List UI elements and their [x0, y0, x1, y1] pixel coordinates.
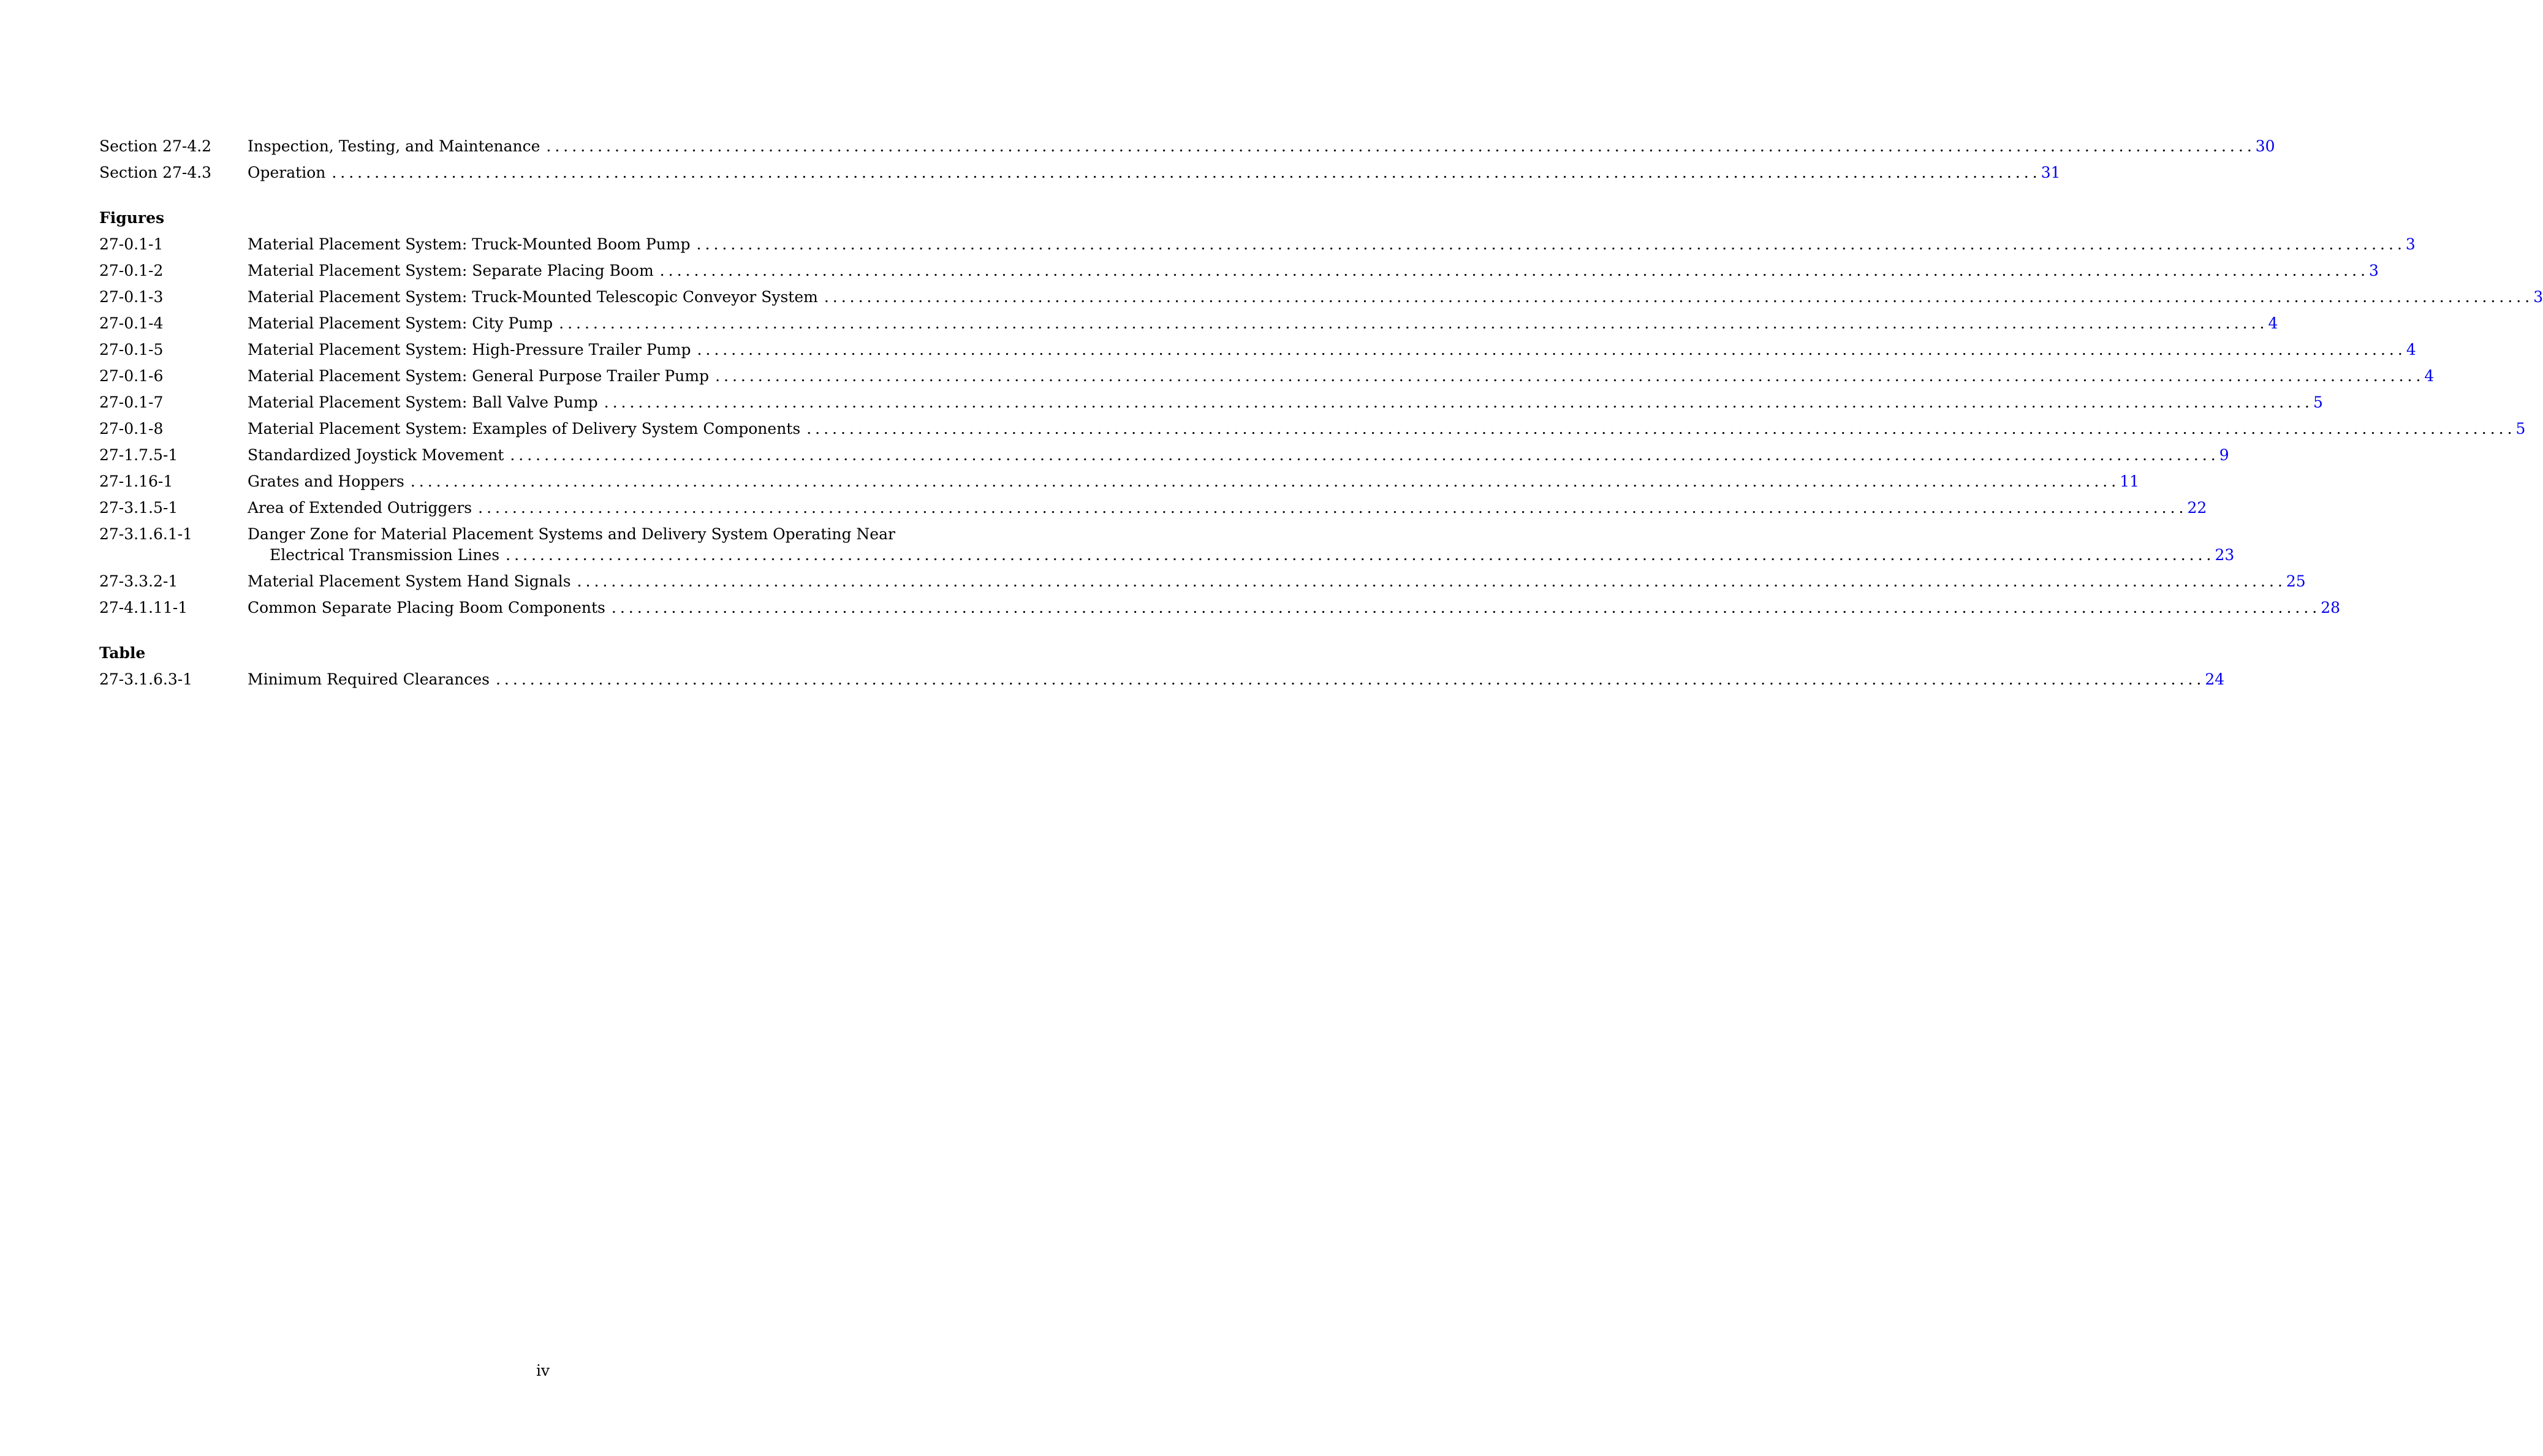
page-link[interactable]: 3 — [2405, 235, 2416, 253]
entry-number: 27-4.1.11-1 — [99, 599, 188, 616]
dot-leader: ........................................................................................................................................................................................................ — [577, 572, 2286, 590]
entry-title: Material Placement System: High-Pressure Trailer Pump — [248, 341, 691, 358]
entry-title: Material Placement System Hand Signals — [248, 572, 571, 590]
entry-title: Inspection, Testing, and Maintenance — [248, 137, 540, 155]
table-of-contents — [99, 136, 2543, 696]
dot-leader: ........................................................................................................................................................................................................ — [604, 393, 2313, 411]
dot-leader: ........................................................................................................................................................................................................ — [806, 420, 2516, 438]
dot-leader: ........................................................................................................................................................................................................ — [611, 599, 2321, 616]
entry-number: 27-3.3.2-1 — [99, 572, 178, 590]
entry-title: Material Placement System: Truck-Mounted Boom Pump — [248, 235, 691, 253]
entry-title-line2: Electrical Transmission Lines — [270, 546, 500, 564]
toc-entry-section[interactable] — [99, 136, 2275, 157]
dot-leader: ........................................................................................................................................................................................................ — [715, 367, 2425, 385]
entry-number: 27-0.1-6 — [99, 367, 164, 385]
entry-title: Material Placement System: City Pump — [248, 314, 553, 332]
toc-entry-figure[interactable] — [99, 471, 2140, 492]
page-link[interactable]: 22 — [2187, 499, 2207, 517]
toc-entry-figure[interactable] — [99, 287, 2543, 308]
page-number: iv — [536, 1362, 550, 1379]
toc-entry-figure[interactable] — [99, 445, 2229, 466]
page-link[interactable]: 11 — [2120, 472, 2140, 490]
toc-entry-figure[interactable] — [99, 498, 2207, 518]
dot-leader: ........................................................................................................................................................................................................ — [824, 288, 2534, 306]
entry-title: Area of Extended Outriggers — [248, 499, 472, 517]
entry-number: 27-0.1-4 — [99, 314, 164, 332]
page-link[interactable]: 4 — [2424, 367, 2435, 385]
entry-number: Section 27-4.2 — [99, 137, 212, 155]
toc-entry-figure[interactable] — [99, 597, 2341, 618]
toc-entry-figure[interactable] — [99, 366, 2435, 387]
toc-entry-section[interactable] — [99, 162, 2061, 183]
dot-leader: ........................................................................................................................................................................................................ — [559, 314, 2268, 332]
page-link[interactable]: 31 — [2041, 164, 2061, 181]
entry-number: 27-0.1-2 — [99, 262, 164, 279]
page-link[interactable]: 28 — [2321, 599, 2341, 616]
page-link[interactable]: 4 — [2268, 314, 2278, 332]
entry-number: 27-0.1-3 — [99, 288, 164, 306]
page-link[interactable]: 4 — [2406, 341, 2416, 358]
page-link[interactable]: 24 — [2205, 670, 2225, 688]
dot-leader: ........................................................................................................................................................................................................ — [332, 164, 2041, 181]
toc-entry-figure[interactable] — [99, 419, 2526, 439]
entry-number: Section 27-4.3 — [99, 164, 212, 181]
toc-entry-figure[interactable] — [99, 524, 2235, 566]
entry-number: 27-3.1.5-1 — [99, 499, 178, 517]
entry-number: 27-3.1.6.3-1 — [99, 670, 193, 688]
toc-entry-figure[interactable] — [99, 392, 2323, 413]
toc-entry-table[interactable] — [99, 669, 2225, 690]
page-link[interactable]: 3 — [2369, 262, 2379, 279]
table-heading: Table — [99, 644, 146, 662]
dot-leader: ........................................................................................................................................................................................................ — [546, 137, 2256, 155]
entry-title: Grates and Hoppers — [248, 472, 404, 490]
page-link[interactable]: 25 — [2286, 572, 2306, 590]
figures-heading: Figures — [99, 209, 165, 227]
toc-entry-figure[interactable] — [99, 313, 2278, 334]
dot-leader: ........................................................................................................................................................................................................ — [697, 341, 2406, 358]
page-link[interactable]: 9 — [2219, 446, 2229, 464]
entry-title: Common Separate Placing Boom Components — [248, 599, 605, 616]
toc-entry-figure[interactable] — [99, 571, 2306, 592]
dot-leader: ........................................................................................................................................................................................................ — [478, 499, 2188, 517]
entry-number: 27-0.1-1 — [99, 235, 164, 253]
entry-title: Material Placement System: Ball Valve Pump — [248, 393, 598, 411]
entry-title: Material Placement System: Examples of Delivery System Components — [248, 420, 801, 438]
entry-number: 27-3.1.6.1-1 — [99, 525, 193, 543]
page-link[interactable]: 5 — [2515, 420, 2526, 438]
page-link[interactable]: 5 — [2313, 393, 2323, 411]
entry-title: Material Placement System: General Purpose Trailer Pump — [248, 367, 710, 385]
entry-number: 27-1.7.5-1 — [99, 446, 178, 464]
page-link[interactable]: 3 — [2533, 288, 2543, 306]
entry-number: 27-0.1-5 — [99, 341, 164, 358]
dot-leader: ........................................................................................................................................................................................................ — [495, 670, 2205, 688]
dot-leader: ........................................................................................................................................................................................................ — [510, 446, 2219, 464]
entry-number: 27-0.1-7 — [99, 393, 164, 411]
entry-title: Operation — [248, 164, 326, 181]
entry-title: Material Placement System: Separate Placing Boom — [248, 262, 654, 279]
page-link[interactable]: 30 — [2255, 137, 2275, 155]
entry-title: Standardized Joystick Movement — [248, 446, 504, 464]
toc-entry-figure[interactable] — [99, 234, 2416, 255]
dot-leader: ........................................................................................................................................................................................................ — [410, 472, 2120, 490]
entry-title: Minimum Required Clearances — [248, 670, 490, 688]
toc-entry-figure[interactable] — [99, 260, 2379, 281]
page-link[interactable]: 23 — [2215, 546, 2235, 564]
dot-leader: ........................................................................................................................................................................................................ — [659, 262, 2370, 279]
dot-leader: ........................................................................................................................................................................................................ — [696, 235, 2406, 253]
entry-title: Material Placement System: Truck-Mounted Telescopic Conveyor System — [248, 288, 818, 306]
entry-number: 27-1.16-1 — [99, 472, 173, 490]
entry-title-line1: Danger Zone for Material Placement Systems and Delivery System Operating Near — [248, 525, 895, 543]
toc-entry-figure[interactable] — [99, 339, 2416, 360]
entry-number: 27-0.1-8 — [99, 420, 164, 438]
dot-leader: ........................................................................................................................................................................................................ — [506, 546, 2215, 564]
